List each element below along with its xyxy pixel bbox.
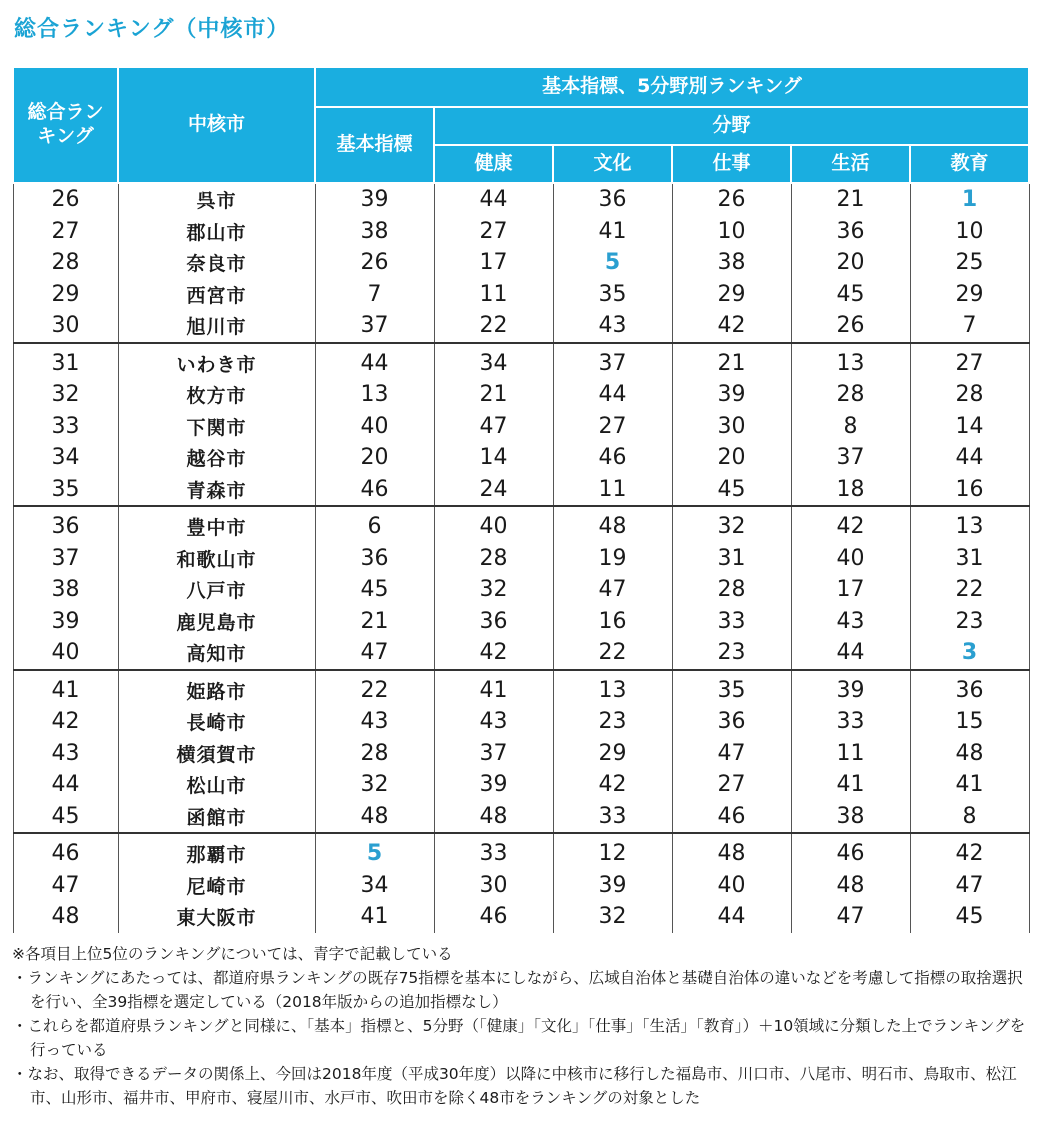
page-title: 総合ランキング（中核市） xyxy=(14,17,290,42)
cell-health: 14 xyxy=(434,442,553,474)
cell-education: 27 xyxy=(910,343,1029,380)
cell-basic: 39 xyxy=(315,183,434,216)
cell-life: 11 xyxy=(791,738,910,770)
cell-culture: 48 xyxy=(553,506,672,543)
header-health: 健康 xyxy=(434,145,553,183)
cell-basic: 46 xyxy=(315,474,434,507)
cell-work: 32 xyxy=(672,506,791,543)
cell-health: 43 xyxy=(434,706,553,738)
cell-rank: 45 xyxy=(13,801,118,834)
cell-culture: 11 xyxy=(553,474,672,507)
cell-life: 38 xyxy=(791,801,910,834)
cell-health: 44 xyxy=(434,183,553,216)
cell-health: 39 xyxy=(434,769,553,801)
footnotes xyxy=(12,942,1032,1110)
cell-education: 3 xyxy=(910,637,1029,670)
table-row xyxy=(13,543,1029,575)
cell-rank: 41 xyxy=(13,670,118,707)
cell-basic: 21 xyxy=(315,606,434,638)
table-row xyxy=(13,606,1029,638)
cell-city: 鹿児島市 xyxy=(118,606,315,638)
cell-basic: 36 xyxy=(315,543,434,575)
cell-education: 44 xyxy=(910,442,1029,474)
table-row xyxy=(13,216,1029,248)
cell-culture: 13 xyxy=(553,670,672,707)
cell-city: 青森市 xyxy=(118,474,315,507)
cell-health: 30 xyxy=(434,870,553,902)
cell-rank: 37 xyxy=(13,543,118,575)
cell-education: 28 xyxy=(910,379,1029,411)
cell-education: 23 xyxy=(910,606,1029,638)
cell-education: 31 xyxy=(910,543,1029,575)
cell-health: 17 xyxy=(434,247,553,279)
table-row xyxy=(13,442,1029,474)
cell-health: 42 xyxy=(434,637,553,670)
header-overall-rank-label: 総合ランキング xyxy=(27,101,104,147)
table-row xyxy=(13,574,1029,606)
cell-culture: 27 xyxy=(553,411,672,443)
cell-health: 40 xyxy=(434,506,553,543)
cell-work: 38 xyxy=(672,247,791,279)
cell-life: 28 xyxy=(791,379,910,411)
ranking-table-body xyxy=(13,183,1029,933)
cell-city: 枚方市 xyxy=(118,379,315,411)
table-row xyxy=(13,310,1029,343)
cell-city: 高知市 xyxy=(118,637,315,670)
cell-education: 16 xyxy=(910,474,1029,507)
cell-life: 36 xyxy=(791,216,910,248)
cell-health: 41 xyxy=(434,670,553,707)
cell-life: 41 xyxy=(791,769,910,801)
table-row xyxy=(13,833,1029,870)
cell-culture: 39 xyxy=(553,870,672,902)
header-basic: 基本指標 xyxy=(315,107,434,183)
cell-rank: 32 xyxy=(13,379,118,411)
table-row xyxy=(13,411,1029,443)
cell-life: 13 xyxy=(791,343,910,380)
cell-health: 47 xyxy=(434,411,553,443)
cell-education: 25 xyxy=(910,247,1029,279)
cell-health: 32 xyxy=(434,574,553,606)
table-row xyxy=(13,506,1029,543)
cell-basic: 28 xyxy=(315,738,434,770)
cell-rank: 27 xyxy=(13,216,118,248)
cell-rank: 35 xyxy=(13,474,118,507)
cell-culture: 5 xyxy=(553,247,672,279)
cell-city: 長崎市 xyxy=(118,706,315,738)
cell-culture: 29 xyxy=(553,738,672,770)
cell-work: 21 xyxy=(672,343,791,380)
cell-work: 10 xyxy=(672,216,791,248)
cell-basic: 48 xyxy=(315,801,434,834)
cell-work: 48 xyxy=(672,833,791,870)
cell-culture: 44 xyxy=(553,379,672,411)
cell-culture: 19 xyxy=(553,543,672,575)
cell-city: 西宮市 xyxy=(118,279,315,311)
cell-health: 21 xyxy=(434,379,553,411)
cell-culture: 33 xyxy=(553,801,672,834)
cell-rank: 26 xyxy=(13,183,118,216)
cell-education: 13 xyxy=(910,506,1029,543)
cell-rank: 43 xyxy=(13,738,118,770)
cell-basic: 32 xyxy=(315,769,434,801)
cell-city: 尼崎市 xyxy=(118,870,315,902)
ranking-table xyxy=(12,66,1030,933)
cell-basic: 45 xyxy=(315,574,434,606)
cell-rank: 48 xyxy=(13,901,118,933)
cell-city: 和歌山市 xyxy=(118,543,315,575)
cell-health: 46 xyxy=(434,901,553,933)
cell-city: 越谷市 xyxy=(118,442,315,474)
table-row xyxy=(13,870,1029,902)
cell-health: 33 xyxy=(434,833,553,870)
cell-city: 奈良市 xyxy=(118,247,315,279)
cell-life: 8 xyxy=(791,411,910,443)
cell-culture: 37 xyxy=(553,343,672,380)
cell-basic: 44 xyxy=(315,343,434,380)
cell-work: 23 xyxy=(672,637,791,670)
cell-life: 21 xyxy=(791,183,910,216)
cell-work: 20 xyxy=(672,442,791,474)
header-education: 教育 xyxy=(910,145,1029,183)
cell-basic: 41 xyxy=(315,901,434,933)
cell-life: 33 xyxy=(791,706,910,738)
cell-city: 旭川市 xyxy=(118,310,315,343)
cell-life: 48 xyxy=(791,870,910,902)
header-group: 基本指標、5分野別ランキング xyxy=(315,67,1029,107)
cell-rank: 44 xyxy=(13,769,118,801)
cell-education: 10 xyxy=(910,216,1029,248)
header-overall-rank xyxy=(13,67,118,183)
cell-city: 呉市 xyxy=(118,183,315,216)
cell-education: 45 xyxy=(910,901,1029,933)
cell-health: 48 xyxy=(434,801,553,834)
cell-health: 24 xyxy=(434,474,553,507)
cell-city: 郡山市 xyxy=(118,216,315,248)
cell-life: 39 xyxy=(791,670,910,707)
cell-life: 20 xyxy=(791,247,910,279)
cell-life: 43 xyxy=(791,606,910,638)
footnote: ・ランキングにあたっては、都道府県ランキングの既存75指標を基本にしながら、広域自治体と基礎自治体の違いなどを考慮して指標の取捨選択を行い、全39指標を選定している（2018年版からの追加指標なし） xyxy=(12,969,1023,1011)
cell-culture: 12 xyxy=(553,833,672,870)
cell-rank: 31 xyxy=(13,343,118,380)
cell-basic: 34 xyxy=(315,870,434,902)
header-life: 生活 xyxy=(791,145,910,183)
cell-work: 39 xyxy=(672,379,791,411)
cell-basic: 6 xyxy=(315,506,434,543)
cell-work: 28 xyxy=(672,574,791,606)
cell-city: 姫路市 xyxy=(118,670,315,707)
cell-education: 7 xyxy=(910,310,1029,343)
cell-health: 37 xyxy=(434,738,553,770)
cell-rank: 29 xyxy=(13,279,118,311)
cell-life: 46 xyxy=(791,833,910,870)
cell-culture: 35 xyxy=(553,279,672,311)
cell-culture: 36 xyxy=(553,183,672,216)
cell-basic: 7 xyxy=(315,279,434,311)
cell-education: 8 xyxy=(910,801,1029,834)
table-row xyxy=(13,474,1029,507)
cell-work: 31 xyxy=(672,543,791,575)
cell-city: 那覇市 xyxy=(118,833,315,870)
table-row xyxy=(13,670,1029,707)
cell-work: 29 xyxy=(672,279,791,311)
cell-basic: 40 xyxy=(315,411,434,443)
cell-rank: 39 xyxy=(13,606,118,638)
cell-basic: 47 xyxy=(315,637,434,670)
cell-education: 41 xyxy=(910,769,1029,801)
cell-rank: 28 xyxy=(13,247,118,279)
cell-culture: 16 xyxy=(553,606,672,638)
table-row xyxy=(13,343,1029,380)
cell-culture: 22 xyxy=(553,637,672,670)
cell-work: 27 xyxy=(672,769,791,801)
cell-culture: 41 xyxy=(553,216,672,248)
cell-culture: 46 xyxy=(553,442,672,474)
cell-rank: 30 xyxy=(13,310,118,343)
cell-rank: 34 xyxy=(13,442,118,474)
cell-city: 豊中市 xyxy=(118,506,315,543)
cell-education: 48 xyxy=(910,738,1029,770)
cell-life: 45 xyxy=(791,279,910,311)
cell-rank: 38 xyxy=(13,574,118,606)
cell-city: 横須賀市 xyxy=(118,738,315,770)
cell-rank: 47 xyxy=(13,870,118,902)
cell-basic: 13 xyxy=(315,379,434,411)
cell-city: 下関市 xyxy=(118,411,315,443)
table-row xyxy=(13,801,1029,834)
cell-education: 29 xyxy=(910,279,1029,311)
cell-basic: 37 xyxy=(315,310,434,343)
cell-culture: 47 xyxy=(553,574,672,606)
cell-life: 40 xyxy=(791,543,910,575)
table-row xyxy=(13,706,1029,738)
cell-life: 47 xyxy=(791,901,910,933)
cell-city: 松山市 xyxy=(118,769,315,801)
cell-basic: 20 xyxy=(315,442,434,474)
table-row xyxy=(13,901,1029,933)
cell-health: 27 xyxy=(434,216,553,248)
cell-life: 26 xyxy=(791,310,910,343)
header-culture: 文化 xyxy=(553,145,672,183)
cell-life: 42 xyxy=(791,506,910,543)
footnote: ・なお、取得できるデータの関係上、今回は2018年度（平成30年度）以降に中核市に移行した福島市、川口市、八尾市、明石市、鳥取市、松江市、山形市、福井市、甲府市、寝屋川市、水戸市、吹田市を除く48市をランキングの対象とした xyxy=(12,1065,1017,1107)
table-row xyxy=(13,279,1029,311)
cell-work: 30 xyxy=(672,411,791,443)
cell-education: 36 xyxy=(910,670,1029,707)
footnote: ※各項目上位5位のランキングについては、青字で記載している xyxy=(12,945,453,963)
cell-work: 44 xyxy=(672,901,791,933)
cell-education: 15 xyxy=(910,706,1029,738)
cell-health: 22 xyxy=(434,310,553,343)
cell-work: 35 xyxy=(672,670,791,707)
header-city: 中核市 xyxy=(118,67,315,183)
cell-life: 44 xyxy=(791,637,910,670)
cell-culture: 42 xyxy=(553,769,672,801)
cell-rank: 33 xyxy=(13,411,118,443)
footnote: ・これらを都道府県ランキングと同様に、「基本」指標と、5分野（「健康」「文化」「仕事」「生活」「教育」）＋10領域に分類した上でランキングを行っている xyxy=(12,1017,1026,1059)
table-row xyxy=(13,183,1029,216)
cell-work: 45 xyxy=(672,474,791,507)
cell-work: 26 xyxy=(672,183,791,216)
cell-rank: 40 xyxy=(13,637,118,670)
table-row xyxy=(13,247,1029,279)
cell-basic: 38 xyxy=(315,216,434,248)
cell-rank: 36 xyxy=(13,506,118,543)
cell-life: 17 xyxy=(791,574,910,606)
cell-city: いわき市 xyxy=(118,343,315,380)
cell-work: 40 xyxy=(672,870,791,902)
cell-work: 36 xyxy=(672,706,791,738)
cell-education: 42 xyxy=(910,833,1029,870)
cell-rank: 46 xyxy=(13,833,118,870)
cell-health: 36 xyxy=(434,606,553,638)
cell-work: 42 xyxy=(672,310,791,343)
cell-city: 東大阪市 xyxy=(118,901,315,933)
cell-basic: 26 xyxy=(315,247,434,279)
table-row xyxy=(13,379,1029,411)
cell-culture: 32 xyxy=(553,901,672,933)
cell-work: 46 xyxy=(672,801,791,834)
cell-basic: 22 xyxy=(315,670,434,707)
header-work: 仕事 xyxy=(672,145,791,183)
cell-culture: 43 xyxy=(553,310,672,343)
cell-health: 11 xyxy=(434,279,553,311)
cell-basic: 5 xyxy=(315,833,434,870)
table-row xyxy=(13,769,1029,801)
cell-city: 函館市 xyxy=(118,801,315,834)
cell-work: 33 xyxy=(672,606,791,638)
cell-life: 37 xyxy=(791,442,910,474)
cell-education: 22 xyxy=(910,574,1029,606)
cell-education: 1 xyxy=(910,183,1029,216)
cell-life: 18 xyxy=(791,474,910,507)
cell-health: 28 xyxy=(434,543,553,575)
cell-education: 14 xyxy=(910,411,1029,443)
cell-culture: 23 xyxy=(553,706,672,738)
header-fields: 分野 xyxy=(434,107,1029,145)
table-row xyxy=(13,637,1029,670)
cell-health: 34 xyxy=(434,343,553,380)
cell-education: 47 xyxy=(910,870,1029,902)
cell-work: 47 xyxy=(672,738,791,770)
cell-basic: 43 xyxy=(315,706,434,738)
cell-rank: 42 xyxy=(13,706,118,738)
cell-city: 八戸市 xyxy=(118,574,315,606)
table-row xyxy=(13,738,1029,770)
